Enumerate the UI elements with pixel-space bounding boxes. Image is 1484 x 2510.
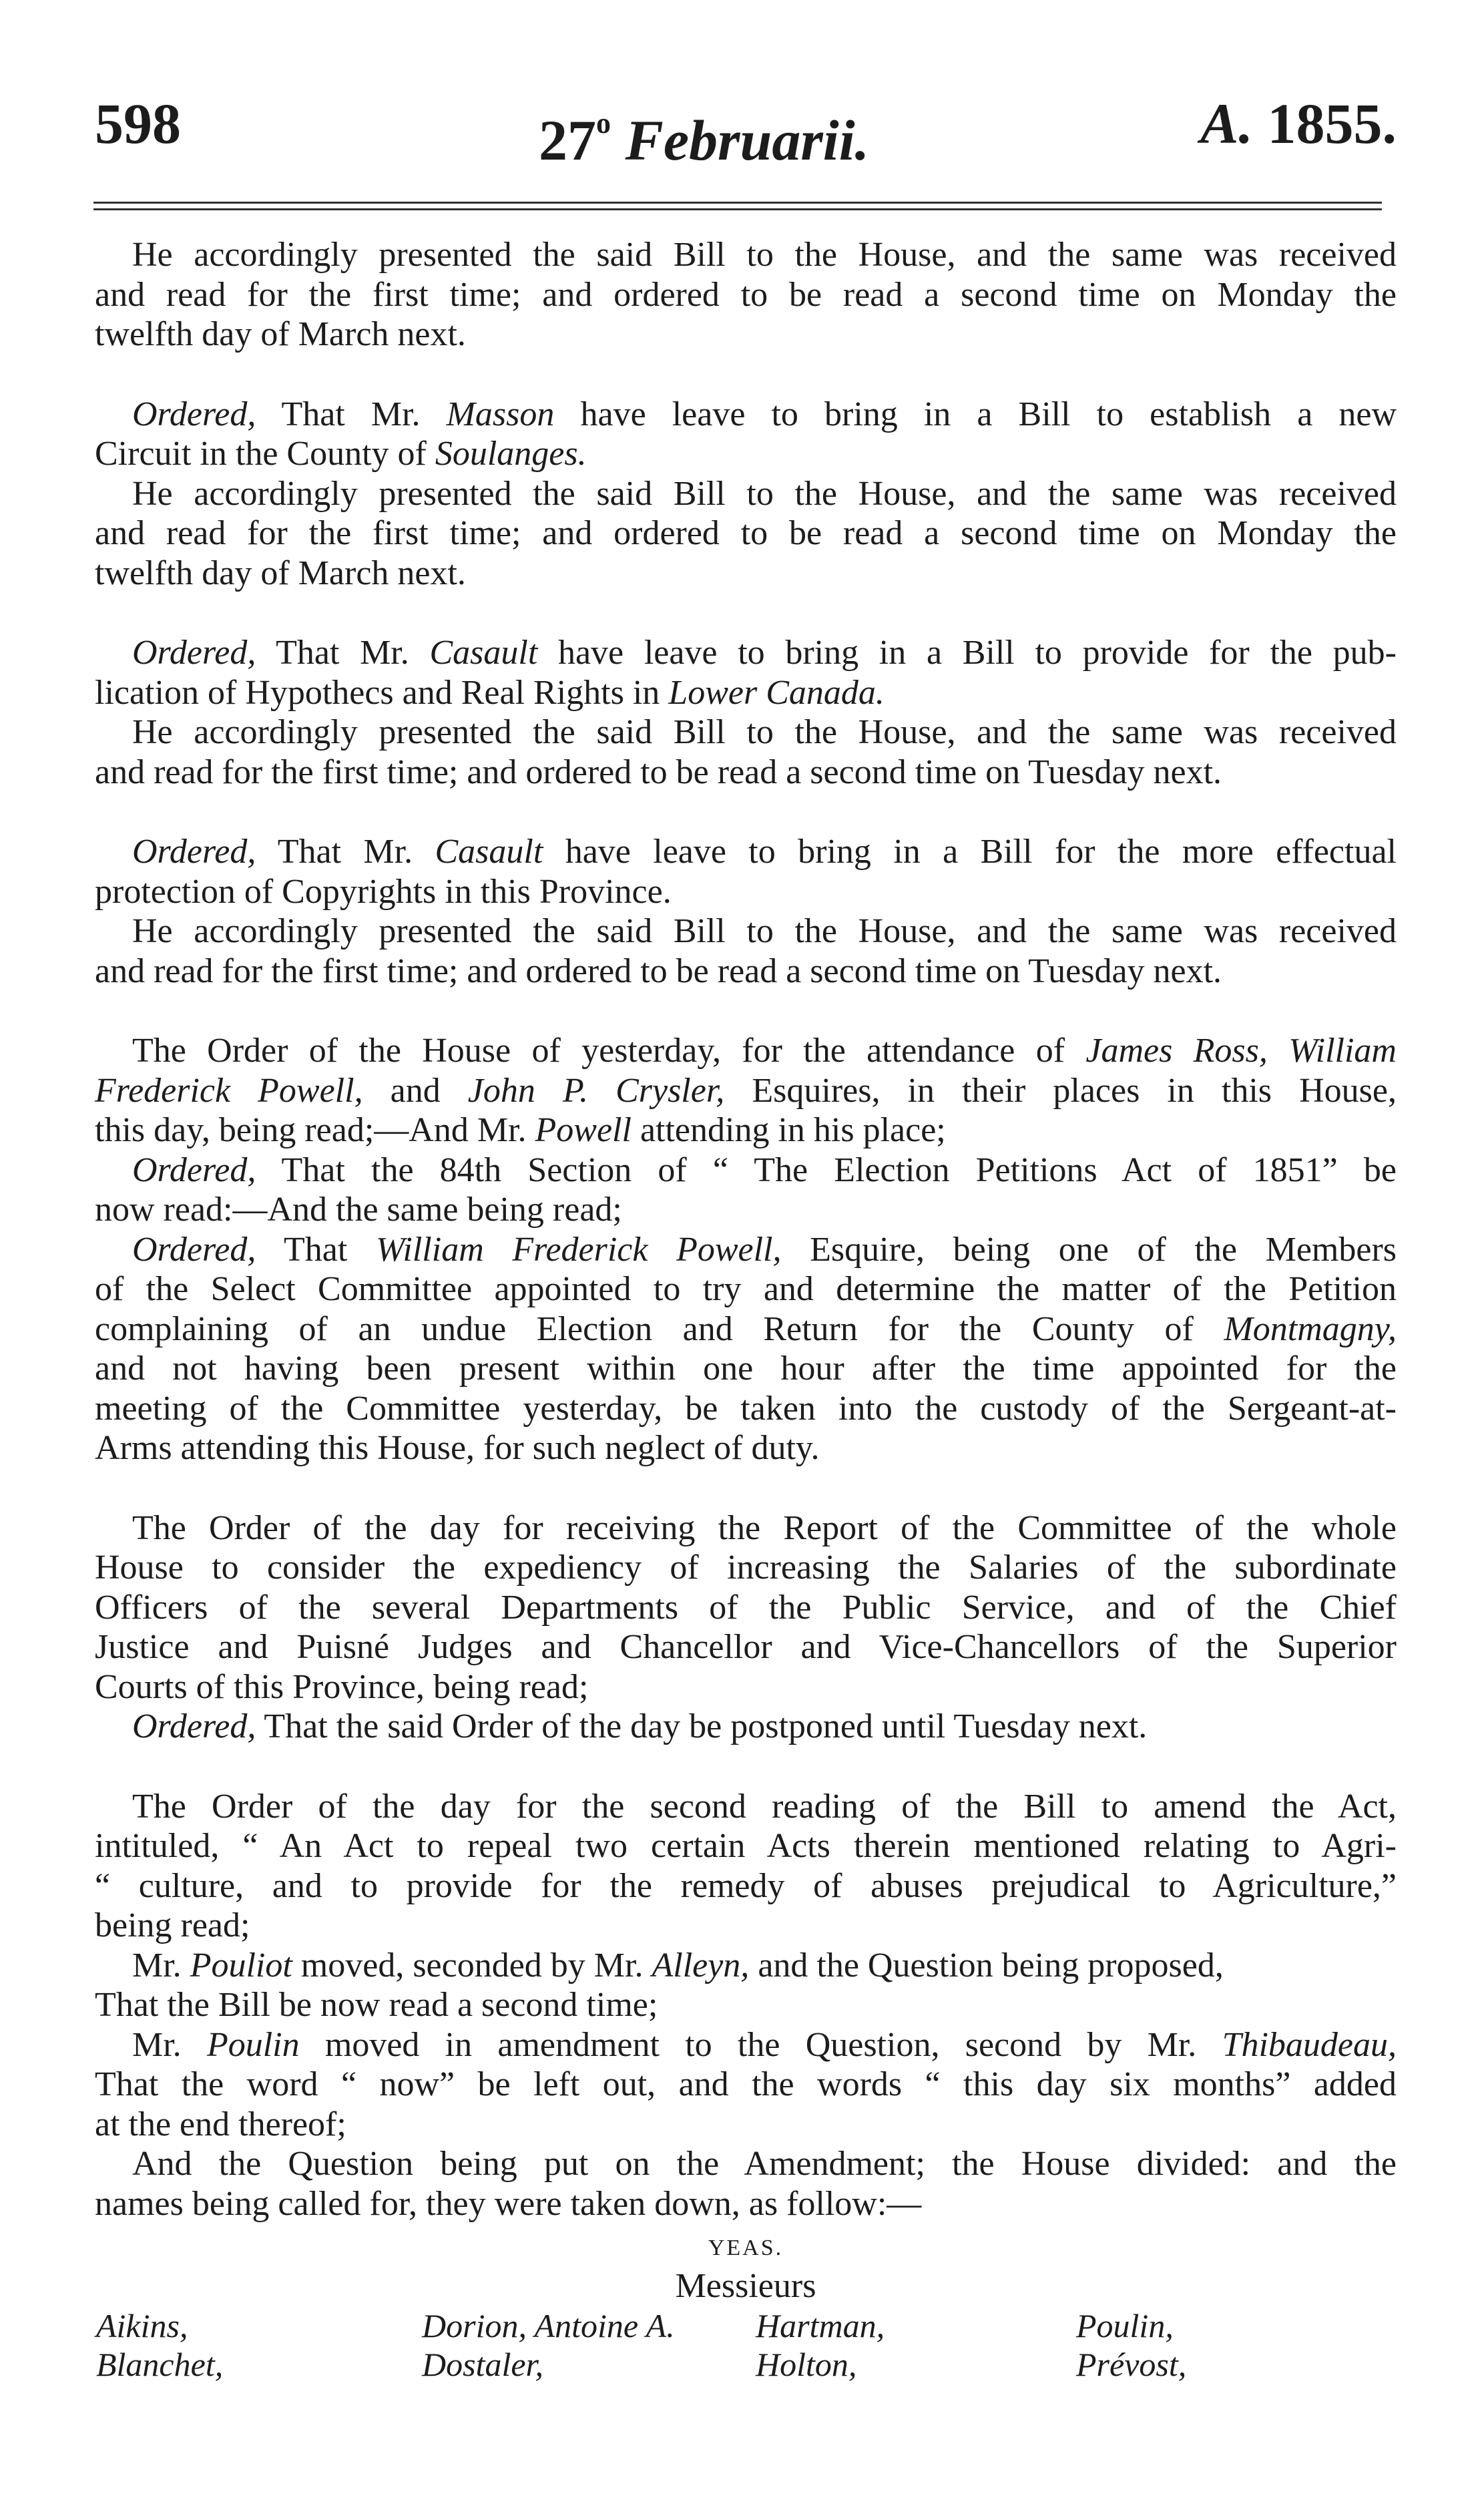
member-name: Dorion, Antoine A. [422, 2307, 675, 2344]
paragraph-gap [95, 991, 1397, 1031]
member-name: Holton, [756, 2346, 857, 2383]
member-name: Blanchet, [96, 2346, 224, 2383]
italic-name: Thibaudeau, [1222, 2025, 1397, 2064]
text-line: Ordered, That the said Order of the day be postponed until Tuesday next. [132, 1707, 1148, 1745]
text-line: and not having been present within one hour after the time appointed for the [95, 1349, 1397, 1388]
text-line: at the end thereof; [95, 2105, 346, 2143]
paragraph-gap [95, 1468, 1397, 1508]
text-line: protection of Copyrights in this Province. [95, 872, 672, 911]
italic-name: James Ross, William [1085, 1032, 1397, 1070]
text-line: and read for the first time; and ordered to be read a second time on Monday the [95, 514, 1397, 552]
date-number: 27 [539, 108, 596, 172]
paragraph-gap [95, 792, 1397, 832]
date-month: Februarii. [625, 108, 870, 172]
text-line: names being called for, they were taken down, as follow:— [95, 2184, 922, 2223]
text-line: now read:—And the same being read; [95, 1191, 622, 1229]
text-line: “ culture, and to provide for the remedy of abuses prejudical to Agriculture,” [95, 1866, 1397, 1905]
italic-name: Pouliot [190, 1946, 292, 1984]
paragraph [95, 1508, 1397, 1747]
text-line: Ordered, That Mr. Casault have leave to bring in a Bill to provide for the pub- [132, 634, 1397, 672]
text-line: meeting of the Committee yesterday, be taken into the custody of the Sergeant-at- [95, 1389, 1397, 1428]
header-rule-top [93, 202, 1382, 204]
italic-name: Ordered, [132, 1230, 256, 1269]
italic-name: Ordered, [132, 395, 256, 433]
text-line: He accordingly presented the said Bill to the House, and the same was received [132, 236, 1397, 274]
journal-text [95, 235, 1397, 2384]
italic-name: Poulin [206, 2025, 300, 2064]
text-line: Officers of the several Departments of the Public Service, and of the Chief [95, 1588, 1397, 1627]
italic-name: Ordered, [132, 634, 256, 672]
paragraph-gap [95, 1747, 1397, 1787]
italic-name: Casault [429, 634, 538, 672]
text-line: Ordered, That William Frederick Powell, Esquire, being one of the Members [132, 1230, 1397, 1269]
text-line: House to consider the expediency of increasing the Salaries of the subordinate [95, 1548, 1397, 1587]
member-name: Aikins, [96, 2307, 188, 2344]
text-line: The Order of the day for receiving the Report of the Committee of the whole [132, 1508, 1397, 1547]
text-line: He accordingly presented the said Bill to the House, and the same was received [132, 474, 1397, 513]
member-name: Poulin, [1076, 2307, 1174, 2344]
year-heading [1200, 87, 1397, 160]
italic-name: Frederick Powell, [95, 1071, 363, 1110]
text-line: and read for the first time; and ordered to be read a second time on Monday the [95, 275, 1397, 314]
text-line: Ordered, That the 84th Section of “ The Election Petitions Act of 1851” be [132, 1151, 1397, 1189]
text-line: Mr. Pouliot moved, seconded by Mr. Alleyn, and the Question being proposed, [132, 1946, 1224, 1984]
italic-name: John P. Crysler, [467, 1071, 725, 1110]
text-line: Courts of this Province, being read; [95, 1667, 589, 1706]
messieurs-label: Messieurs [675, 2267, 816, 2305]
italic-name: Casault [435, 833, 543, 871]
italic-name: William Frederick Powell, [375, 1230, 782, 1269]
member-name: Dostaler, [422, 2346, 543, 2383]
italic-name: Masson [446, 395, 555, 433]
text-line: That the Bill be now read a second time; [95, 1986, 658, 2024]
yeas-names-list [95, 2306, 1397, 2384]
italic-name: Lower Canada. [668, 673, 885, 712]
text-line: of the Select Committee appointed to try and determine the matter of the Petition [95, 1270, 1397, 1308]
text-line: He accordingly presented the said Bill to the House, and the same was received [132, 912, 1397, 950]
text-line: Ordered, That Mr. Masson have leave to bring in a Bill to establish a new [132, 395, 1397, 433]
date-superscript: o [596, 107, 611, 140]
text-line: Arms attending this House, for such neglect of duty. [95, 1429, 820, 1467]
text-line: And the Question being put on the Amendment; the House divided: and the [132, 2145, 1397, 2183]
text-line: this day, being read;—And Mr. Powell attending in his place; [95, 1111, 946, 1149]
paragraph [95, 832, 1397, 991]
paragraph-gap [95, 355, 1397, 395]
text-line: and read for the first time; and ordered to be read a second time on Tuesday next. [95, 952, 1222, 990]
paragraph-gap [95, 593, 1397, 633]
text-line: twelfth day of March next. [95, 554, 466, 592]
paragraph [95, 633, 1397, 792]
text-line: Circuit in the County of Soulanges. [95, 435, 587, 473]
header-rule-bottom [93, 208, 1382, 210]
italic-name: Ordered, [132, 833, 256, 871]
yeas-heading: YEAS. [708, 2236, 784, 2260]
italic-name: Soulanges. [435, 435, 587, 473]
text-line: The Order of the House of yesterday, for the attendance of James Ross, William [132, 1032, 1397, 1070]
member-name: Hartman, [756, 2307, 885, 2344]
page-number: 598 [95, 91, 181, 156]
member-name: Prévost, [1076, 2346, 1187, 2383]
text-line: He accordingly presented the said Bill to the House, and the same was received [132, 713, 1397, 751]
text-line: That the word “ now” be left out, and the words “ this day six months” added [95, 2065, 1397, 2103]
italic-name: Montmagny, [1224, 1309, 1397, 1348]
italic-name: Ordered, [132, 1151, 256, 1189]
text-line: complaining of an undue Election and Return for the County of Montmagny, [95, 1309, 1397, 1348]
year-prefix: A. [1200, 91, 1253, 156]
paragraph [95, 1031, 1397, 1468]
year-number: 1855. [1267, 91, 1397, 156]
text-line: Justice and Puisné Judges and Chancellor and Vice-Chancellors of the Superior [95, 1628, 1397, 1666]
date-heading [539, 87, 869, 177]
text-line: Mr. Poulin moved in amendment to the Question, second by Mr. Thibaudeau, [132, 2025, 1397, 2064]
paragraph [95, 235, 1397, 355]
text-line: Ordered, That Mr. Casault have leave to bring in a Bill for the more effectual [132, 833, 1397, 871]
text-line: intituled, “ An Act to repeal two certain Acts therein mentioned relating to Agri- [95, 1827, 1397, 1865]
text-line: being read; [95, 1906, 250, 1944]
text-line: lication of Hypothecs and Real Rights in Lower Canada. [95, 673, 885, 712]
page-header [95, 87, 1397, 172]
italic-name: Powell [535, 1111, 632, 1149]
italic-name: Alleyn, [652, 1946, 750, 1984]
italic-name: Ordered, [132, 1707, 256, 1745]
text-line: Frederick Powell, and John P. Crysler, Esquires, in their places in this House, [95, 1071, 1397, 1110]
text-line: The Order of the day for the second reading of the Bill to amend the Act, [132, 1787, 1397, 1826]
text-line: and read for the first time; and ordered to be read a second time on Tuesday next. [95, 753, 1222, 791]
text-line: twelfth day of March next. [95, 315, 466, 353]
paragraph [95, 395, 1397, 594]
paragraph [95, 1787, 1397, 2224]
